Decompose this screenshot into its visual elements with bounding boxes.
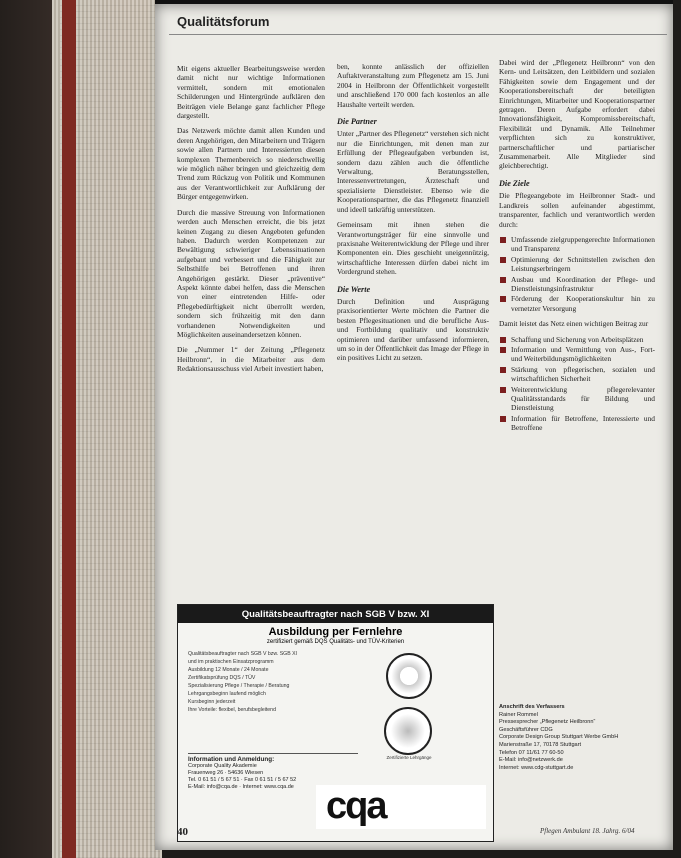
list-item: Umfassende zielgruppengerechte Informationen und Transparenz (511, 234, 655, 254)
journal-footer: Pflegen Ambulant 18. Jahrg. 6/04 (540, 827, 635, 835)
author-line: Rainer Rommel (499, 711, 538, 718)
ad-banner: Qualitätsbeauftragter nach SGB V bzw. XI (178, 605, 493, 623)
cqa-logo-box (316, 785, 486, 829)
list-item: Ausbau und Koordination der Pflege- und Dienstleistungsinfrastruktur (511, 274, 655, 293)
magazine-page (155, 4, 673, 850)
author-line: Marienstraße 17, 70178 Stuttgart (499, 741, 582, 748)
contact-line: Frauenweg 26 · 54636 Wiesen (188, 770, 264, 776)
paragraph: Dabei wird der „Pflegenetz Heilbronn“ von den Kern- und Leitsätzen, den Leitbildern und sozialen Fähigkeiten sowie dem Engagement und der Kooperationsbereitschaft der beteiligten Einrichtungen, Mitarbeiter und Kooperationspartner getragen. Deren Aufgabe erfordert dabei Innovationsfähigkeit, Kompromissbereitschaft, Flexibilität und Dynamik. Alle Teilnehmer verpflichten sich zu konstruktiver, partnerschaftlicher und partiarischer Zusammenarbeit. Alle Mitglieder sind gleichberechtigt. (499, 58, 655, 171)
goals-list (499, 235, 655, 313)
subheading-werte: Die Werte (337, 284, 371, 294)
contact-line: Corporate Quality Akademie (188, 763, 257, 769)
column-3 (499, 58, 655, 439)
author-line: Corporate Design Group Stuttgart Werbe GmbH (499, 734, 619, 741)
contact-line: E-Mail: info@cqa.de · Internet: www.cqa.de (188, 784, 294, 790)
ad-line: Spezialisierung Pflege / Therapie / Beratung (188, 683, 290, 689)
ad-line: Zertifikatsprüfung DQS / TÜV (188, 675, 256, 681)
list-item: Information und Vermittlung von Aus-, Fort- und Weiterbildungsmöglichkeiten (511, 344, 655, 364)
paragraph: Die Pflegeangebote im Heilbronner Stadt- und Landkreis sollen aufeinander abgestimmt, transparenter, fachlich und verantwortlich werden durch: (499, 191, 655, 229)
paragraph: Mit eigens aktueller Bearbeitungsweise werden damit nicht nur wichtige Informationen vermittelt, sondern mit emotionalen Schilderungen und Hintergründe aufklären den Beiträgen viele Belange ganz fachlicher Pflege dargestellt. (177, 64, 325, 121)
list-item: Förderung der Kooperationskultur hin zu vernetzter Versorgung (511, 294, 655, 313)
author-address (499, 704, 655, 772)
certification-seal-icon (386, 653, 432, 699)
paragraph: Die „Nummer 1“ der Zeitung „Pflegenetz Heilbronn“, in die Mitarbeiter aus dem Redaktionsausschuss viel Arbeit investiert haben, (177, 345, 325, 374)
paragraph: Durch die massive Streuung von Informationen werden auch Menschen erreicht, die bis jetzt keinen Zugang zu diesen Angeboten gefunden haben. Dadurch werden Kompetenzen zur Bewältigung schwieriger Lebenssituationen aufgebaut und verbessert und die Fähigkeit zur Selbsthilfe bei Betroffenen und ihren Angehörigen gestärkt. Dieser „präventive“ Aspekt könnte dabei helfen, dass die Menschen von einer eintretenden Hilfe- oder Pflegebedürftigkeit nicht überrollt werden, sondern sich frühzeitig mit den dann vorhandenen Notwendigkeiten und Möglichkeiten auseinandersetzen können. (177, 207, 325, 339)
list-item: Stärkung von pflegerischen, sozialen und wirtschaftlichen Sicherheit (511, 364, 655, 384)
contribution-list (499, 335, 655, 433)
subheading-partner: Die Partner (337, 117, 377, 127)
paragraph: Das Netzwerk möchte damit allen Kunden und deren Angehörigen, den Mitarbeitern und Trägern sowie allen Partnern und Interessierten diesen komplexen Themenbereich so niederschwellig wie möglich näher bringen und gleichzeitig dem Trend zum Rückzug von Politik und Kommunen aus der Verantwortlichkeit zur Aufklärung der Bürger entgegenwirken. (177, 126, 325, 202)
paragraph: Damit leistet das Netz einen wichtigen Beitrag zur (499, 319, 649, 329)
ad-title: Ausbildung per Fernlehre (268, 626, 403, 638)
seal-caption: Zertifizierte Lehrgänge (386, 755, 432, 760)
ad-line: Lehrgangsbeginn laufend möglich (188, 691, 266, 697)
list-item: Information für Betroffene, Interessierte und Betroffene (511, 413, 655, 433)
ad-line: Ihre Vorteile: flexibel, berufsbegleitend (188, 707, 276, 713)
contact-heading: Information und Anmeldung: (188, 756, 275, 763)
paragraph: ben, konnte anlässlich der offiziellen Auftaktveranstaltung zum Pflegenetz am 15. Juni 2004 in Heilbronn der Öffentlichkeit vorgestellt und anschließend 170 000 fach kostenlos an alle Haushalte verteilt werden. (337, 62, 489, 109)
list-item: Optimierung der Schnittstellen zwischen den Leistungserbringern (511, 254, 655, 274)
cqa-logo: cqa (326, 785, 386, 827)
advertisement-box (177, 604, 494, 842)
column-1 (177, 64, 325, 380)
page-number: 40 (177, 826, 188, 838)
ad-line: und im praktischen Einsatzprogramm (188, 659, 274, 665)
contact-line: Tel. 0 61 51 / 5 67 51 · Fax 0 61 51 / 5 67 52 (188, 777, 297, 783)
author-heading: Anschrift des Verfassers (499, 704, 565, 710)
author-line: Telefon 07 11/61 77 60-50 (499, 749, 564, 756)
header-rule (169, 34, 667, 35)
subheading-ziele: Die Ziele (499, 178, 530, 188)
ad-line: Kursbeginn jederzeit (188, 699, 236, 705)
paragraph: Durch Definition und Ausprägung praxisorientierter Werte möchten die Partner die besten Pflegesituationen und die berufliche Aus- und Fortbildung qualitativ und konstruktiv optimieren und darüber umfassend informieren, um so in der Öffentlichkeit das Image der Pflege in ein positives Licht zu setzen. (337, 296, 489, 363)
author-line: Geschäftsführer CDG (499, 726, 553, 733)
section-title: Qualitätsforum (177, 14, 270, 29)
red-binding-strip (62, 0, 76, 858)
paragraph: Gemeinsam mit ihnen stehen die Verantwortungsträger für eine sinnvolle und praxisnahe Weiterentwicklung der Pflege und ihrer Komponenten ein. Dies geschieht uneigennützig, wirtschaftliche Interessen dürfen dabei nicht im Vordergrund stehen. (337, 220, 489, 277)
ad-body (188, 651, 363, 715)
author-line: Pressesprecher „Pflegenetz Heilbronn“ (499, 719, 596, 726)
author-line: E-Mail: info@netzwerk.de (499, 757, 563, 764)
column-2 (337, 62, 489, 369)
ad-line: Qualitätsbeauftragter nach SGB V bzw. SGB XI (188, 651, 297, 657)
ad-line: Ausbildung 12 Monate / 24 Monate (188, 667, 269, 673)
tuev-seal-icon (384, 707, 432, 755)
author-line: Internet: www.cdg-stuttgart.de (499, 764, 574, 771)
paragraph: Unter „Partner des Pflegenetz“ verstehen sich nicht nur die Einrichtungen, mit denen man zur Erfüllung der Pflegeaufgaben verbunden ist, sondern dazu zählen auch die öffentliche Verwaltung, Beratungsstellen, Interessenvertretungen, Ärzteschaft und spezialisierte Dienstleister. Ebenso wie die Kooperationspartner, die das Pflegenetz finanziell und ideell tatkräftig unterstützen. (337, 129, 489, 214)
list-item: Schaffung und Sicherung von Arbeitsplätzen (511, 335, 655, 344)
list-item: Weiterentwicklung pflegerelevanter Qualitätsstandards für Bildung und Dienstleistung (511, 384, 655, 413)
ad-subtitle: zertifiziert gemäß DQS Qualitäts- und TÜV-Kriterien (266, 639, 405, 645)
